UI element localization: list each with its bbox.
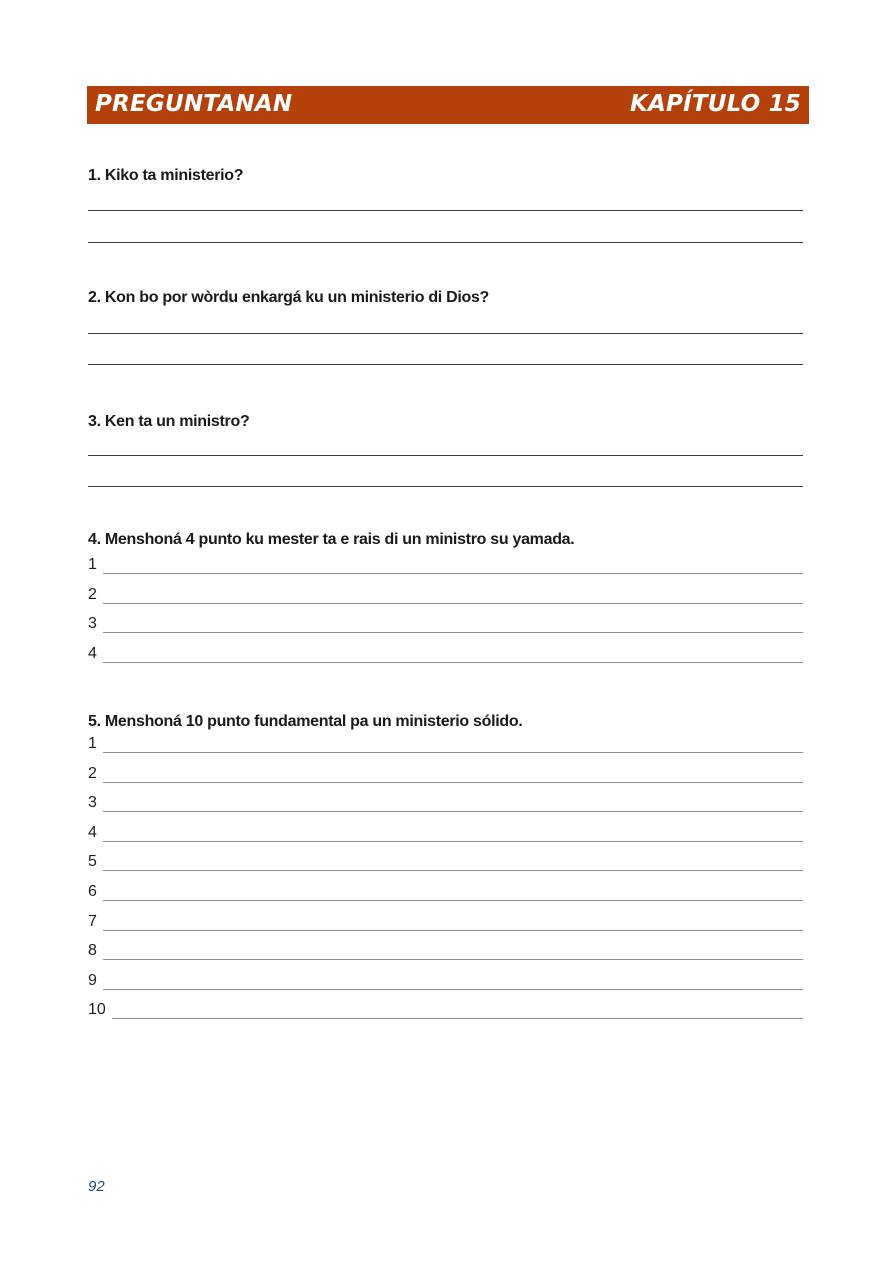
question-2-title: 2. Kon bo por wòrdu enkargá ku un ministerio di Dios? — [88, 289, 490, 306]
answer-rule — [103, 870, 803, 871]
question-1-title: 1. Kiko ta ministerio? — [88, 167, 244, 184]
numbered-answer-row — [88, 732, 803, 754]
line-number-label: 10 — [88, 1001, 106, 1019]
answer-line — [88, 456, 803, 487]
line-number-label: 3 — [88, 615, 97, 632]
line-number-label: 9 — [88, 971, 97, 989]
answer-rule — [103, 782, 803, 783]
question-3-answer-lines — [88, 432, 803, 487]
line-number-label: 1 — [88, 735, 97, 752]
answer-line — [88, 308, 803, 334]
page-number: 92 — [88, 1178, 105, 1195]
line-number-label: 8 — [88, 942, 97, 960]
question-5 — [88, 711, 803, 1020]
question-4-title: 4. Menshoná 4 punto ku mester ta e rais di un ministro su yamada. — [88, 531, 575, 548]
answer-rule — [103, 900, 803, 901]
question-3 — [88, 411, 803, 487]
answer-line — [88, 186, 803, 211]
question-3-title: 3. Ken ta un ministro? — [88, 413, 250, 430]
answer-rule — [103, 603, 803, 604]
numbered-answer-row — [88, 633, 803, 663]
answer-rule — [103, 752, 803, 753]
numbered-answer-row — [88, 604, 803, 634]
answer-rule — [103, 989, 803, 990]
numbered-answer-row — [88, 753, 803, 783]
answer-rule — [103, 811, 803, 812]
line-number-label: 7 — [88, 912, 97, 930]
line-number-label: 5 — [88, 853, 97, 871]
question-5-answer-lines — [88, 732, 803, 1020]
answer-rule — [103, 662, 803, 663]
section-title: PREGUNTANAN — [95, 91, 293, 117]
numbered-answer-row — [88, 574, 803, 604]
question-1 — [88, 165, 803, 243]
numbered-answer-row — [88, 990, 803, 1020]
numbered-answer-row — [88, 960, 803, 990]
numbered-answer-row — [88, 550, 803, 574]
line-number-label: 2 — [88, 585, 97, 603]
answer-line — [88, 211, 803, 243]
question-5-title: 5. Menshoná 10 punto fundamental pa un ministerio sólido. — [88, 712, 523, 730]
line-number-label: 2 — [88, 764, 97, 782]
answer-rule — [112, 1018, 803, 1019]
question-2 — [88, 287, 803, 365]
line-number-label: 1 — [88, 556, 97, 573]
numbered-answer-row — [88, 901, 803, 931]
answer-rule — [103, 632, 803, 633]
question-1-answer-lines — [88, 186, 803, 243]
question-4 — [88, 529, 803, 663]
answer-rule — [103, 959, 803, 960]
numbered-answer-row — [88, 783, 803, 813]
numbered-answer-row — [88, 812, 803, 842]
question-4-answer-lines — [88, 550, 803, 663]
numbered-answer-row — [88, 931, 803, 961]
answer-line — [88, 334, 803, 365]
chapter-header-banner — [87, 86, 809, 124]
numbered-answer-row — [88, 842, 803, 872]
answer-rule — [103, 573, 803, 574]
line-number-label: 4 — [88, 644, 97, 662]
answer-rule — [103, 930, 803, 931]
question-2-answer-lines — [88, 308, 803, 365]
numbered-answer-row — [88, 871, 803, 901]
answer-line — [88, 432, 803, 456]
line-number-label: 4 — [88, 823, 97, 841]
chapter-title: KAPÍTULO 15 — [629, 91, 801, 117]
line-number-label: 3 — [88, 794, 97, 812]
line-number-label: 6 — [88, 882, 97, 900]
answer-rule — [103, 841, 803, 842]
